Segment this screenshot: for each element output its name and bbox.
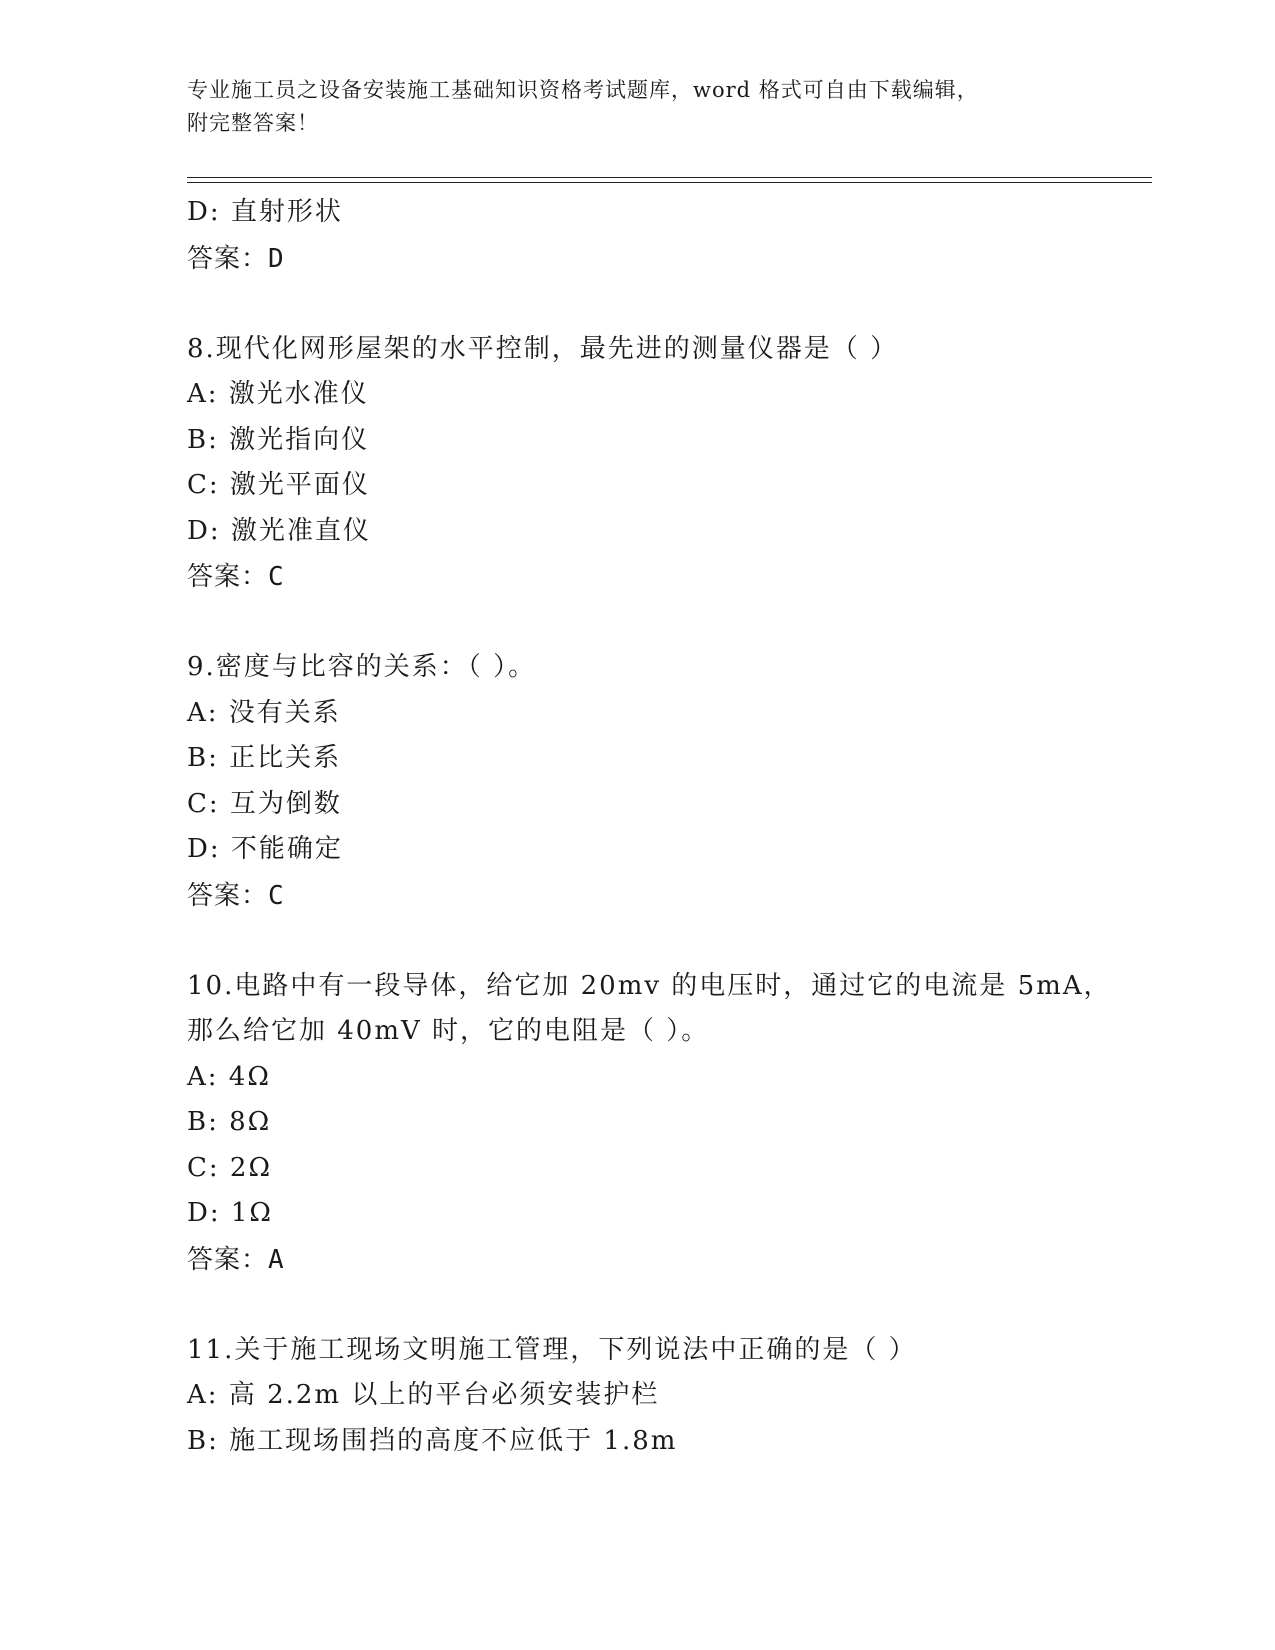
question-item-9 xyxy=(187,645,1147,918)
spacer xyxy=(187,1282,1147,1328)
question-text-line-1: 10.电路中有一段导体，给它加 20mv 的电压时，通过它的电流是 5mA， xyxy=(187,970,1112,1001)
question-list xyxy=(187,190,1147,1464)
spacer xyxy=(187,918,1147,964)
question-text: 11.关于施工现场文明施工管理，下列说法中正确的是（ ） xyxy=(187,1334,917,1365)
question-text-line-2: 那么给它加 40mV 时，它的电阻是（ ）。 xyxy=(187,1016,710,1046)
answer-label: 答案： xyxy=(187,879,269,910)
answer-label: 答案： xyxy=(187,1243,269,1274)
option-a: A: 4Ω xyxy=(187,1061,271,1092)
option-c: C: 2Ω xyxy=(187,1152,273,1183)
option-b: B: 激光指向仪 xyxy=(187,424,370,455)
header-title-line-1: 专业施工员之设备安装施工基础知识资格考试题库，word 格式可自由下载编辑， xyxy=(187,78,979,102)
header-divider-bottom xyxy=(187,182,1152,183)
answer-label: 答案： xyxy=(187,561,269,591)
answer-value: C xyxy=(268,562,285,592)
spacer xyxy=(187,281,1147,327)
document-header xyxy=(187,74,1067,140)
option-a: A: 高 2.2m 以上的平台必须安装护栏 xyxy=(187,1380,660,1410)
spacer xyxy=(187,600,1147,646)
answer-label: 答案： xyxy=(187,242,269,273)
option-a: A: 没有关系 xyxy=(187,697,341,728)
answer-line xyxy=(187,554,1147,600)
option-c: C: 激光平面仪 xyxy=(187,470,370,500)
answer-line xyxy=(187,236,1147,282)
question-text: 9.密度与比容的关系：（ ）。 xyxy=(187,652,537,682)
answer-line xyxy=(187,1237,1147,1283)
option-d: D: 不能确定 xyxy=(187,834,343,864)
answer-value: C xyxy=(268,880,285,911)
answer-value: A xyxy=(268,1244,285,1275)
option-b: B: 正比关系 xyxy=(187,743,342,773)
question-item-10 xyxy=(187,964,1147,1283)
answer-value: D xyxy=(268,243,285,274)
header-divider-top xyxy=(187,177,1152,178)
option-d: D: 1Ω xyxy=(187,1198,273,1228)
option-d: D: 激光准直仪 xyxy=(187,515,371,546)
question-item-8 xyxy=(187,327,1147,600)
question-item-7 xyxy=(187,190,1147,281)
option-b: B: 施工现场围挡的高度不应低于 1.8m xyxy=(187,1425,678,1456)
option-c: C: 互为倒数 xyxy=(187,788,342,819)
question-text: 8.现代化网形屋架的水平控制，最先进的测量仪器是（ ） xyxy=(187,333,899,364)
answer-line xyxy=(187,873,1147,919)
option-d: D: 直射形状 xyxy=(187,197,343,227)
option-b: B: 8Ω xyxy=(187,1107,272,1137)
option-a: A: 激光水准仪 xyxy=(187,379,369,409)
header-title-line-2: 附完整答案！ xyxy=(187,111,319,135)
question-item-11 xyxy=(187,1328,1147,1465)
